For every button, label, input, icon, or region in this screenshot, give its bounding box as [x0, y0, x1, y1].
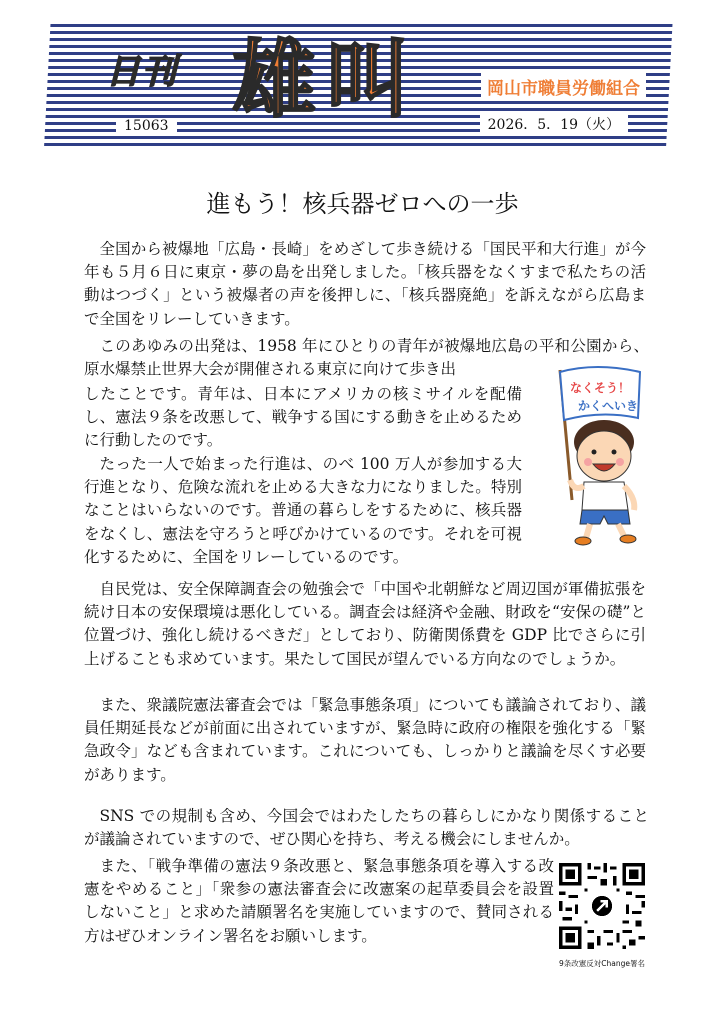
flag-text-line1: なくそう！	[570, 381, 631, 395]
paragraph-intro: 全国から被爆地「広島・長崎」をめざして歩き続ける「国民平和大行進」が今年も５月６日に東京・夢の島を出発しました。「核兵器をなくすまで私たちの活動はつづく」という被爆者の声を後押しに、「核兵器廃絶」を訴えながら広島まで全国をリレーしていきます。	[84, 240, 646, 328]
paragraph-petition: また、「戦争準備の憲法９条改悪と、緊急事態条項を導入する改憲をやめること」「衆参の憲法審査会に改憲案の起草委員会を設置しないこと」と求めた請願署名を実施していますので、賛同される方はぜひオンライン署名をお願いします。	[84, 857, 554, 945]
paragraph-origin-start: このあゆみの出発は、1958 年にひとりの青年が被爆地広島の平和公園から、原水爆禁止世界大会が開催される東京に向けて歩き出	[84, 337, 649, 379]
petition-qr-code[interactable]	[556, 860, 648, 952]
qr-caption: 9条改憲反対Change署名	[559, 959, 645, 968]
article-headline: 進もう！核兵器ゼロへの一歩	[206, 190, 519, 218]
masthead-daily-label: 日刊	[106, 52, 178, 92]
paragraph-sns: SNS での規制も含め、今国会ではわたしたちの暮らしにかなり関係することが議論されていますので、ぜひ関心を持ち、考える機会にしませんか。	[84, 807, 649, 849]
paragraph-ldp: 自民党は、安全保障調査会の勉強会で「中国や北朝鮮など周辺国が軍備拡張を続け日本の安保環境は悪化している。調査会は経済や金融、財政を“安保の礎”と位置づけ、強化し続けるべきだ」としており、防衛関係費を GDP 比でさらに引上げることも求めています。果たして国民が望んでいる方向なのでしょうか。	[84, 580, 646, 668]
paragraph-march: たった一人で始まった行進は、のべ 100 万人が参加する大行進となり、危険な流れを止める大きな力になりました。特別なことはいらないのです。普通の暮らしをするために、核兵器をなくし、憲法を守ろうと呼びかけているのです。それを可視化するために、全国をリレーしているのです。	[84, 455, 522, 566]
union-name: 岡山市職員労働組合	[481, 72, 646, 101]
boy-with-flag-illustration	[546, 360, 646, 546]
petition-qr-block[interactable]	[556, 860, 648, 969]
paragraph-constitution: また、衆議院憲法審査会では「緊急事態条項」についても議論されており、議員任期延長などが前面に出されていますが、緊急時に政府の権限を強化する「緊急政令」なども含まれています。これについても、しっかりと議論を尽くす必要があります。	[84, 696, 646, 784]
issue-number: 15063	[116, 118, 177, 134]
masthead	[44, 24, 666, 148]
issue-date: 2026．5．19（火）	[480, 114, 628, 134]
masthead-title: 雄叫	[232, 31, 421, 129]
paragraph-origin-cont: したことです。青年は、日本にアメリカの核ミサイルを配備し、憲法９条を改悪して、戦争する国にする動きを止めるために行動したのです。	[84, 385, 522, 450]
flag-text-line2: かくへいき	[578, 399, 639, 413]
